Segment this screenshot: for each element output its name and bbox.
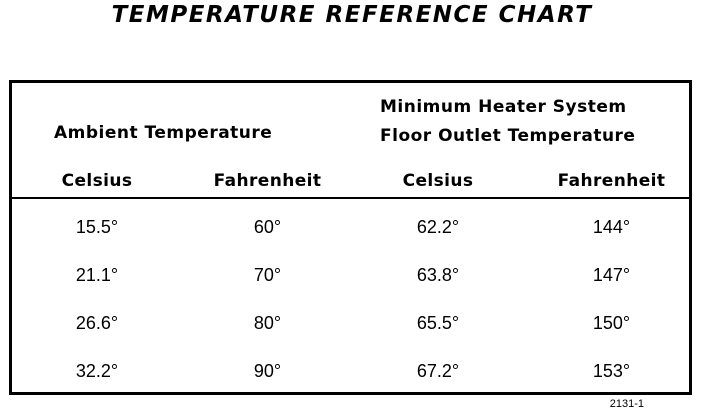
cell-outlet-fahrenheit: 147° xyxy=(592,265,631,285)
temperature-table xyxy=(9,80,692,395)
page-title: TEMPERATURE REFERENCE CHART xyxy=(111,2,593,28)
figure-reference-code: 2131-1 xyxy=(609,398,644,410)
cell-ambient-fahrenheit: 80° xyxy=(253,313,282,333)
cell-ambient-celsius: 32.2° xyxy=(75,361,119,381)
cell-outlet-fahrenheit: 153° xyxy=(592,361,631,381)
cell-ambient-fahrenheit: 90° xyxy=(253,361,282,381)
cell-outlet-fahrenheit: 144° xyxy=(592,217,631,237)
table-row xyxy=(12,251,689,299)
column-header-outlet-fahrenheit: Fahrenheit xyxy=(557,171,666,191)
cell-ambient-celsius: 21.1° xyxy=(75,265,119,285)
cell-outlet-celsius: 62.2° xyxy=(416,217,460,237)
column-header-outlet-celsius: Celsius xyxy=(402,171,474,191)
table-row xyxy=(12,347,689,395)
table-row xyxy=(12,203,689,251)
ambient-temperature-header: Ambient Temperature xyxy=(54,123,273,143)
header-divider xyxy=(12,197,689,199)
column-header-ambient-celsius: Celsius xyxy=(61,171,133,191)
cell-outlet-fahrenheit: 150° xyxy=(592,313,631,333)
cell-ambient-fahrenheit: 70° xyxy=(253,265,282,285)
heater-header-line1: Minimum Heater System xyxy=(380,97,627,117)
heater-outlet-temperature-header xyxy=(380,93,635,151)
column-header-ambient-fahrenheit: Fahrenheit xyxy=(213,171,322,191)
cell-outlet-celsius: 63.8° xyxy=(416,265,460,285)
cell-outlet-celsius: 67.2° xyxy=(416,361,460,381)
cell-ambient-celsius: 15.5° xyxy=(75,217,119,237)
heater-header-line2: Floor Outlet Temperature xyxy=(380,126,636,146)
cell-ambient-celsius: 26.6° xyxy=(75,313,119,333)
cell-ambient-fahrenheit: 60° xyxy=(253,217,282,237)
table-row xyxy=(12,299,689,347)
cell-outlet-celsius: 65.5° xyxy=(416,313,460,333)
